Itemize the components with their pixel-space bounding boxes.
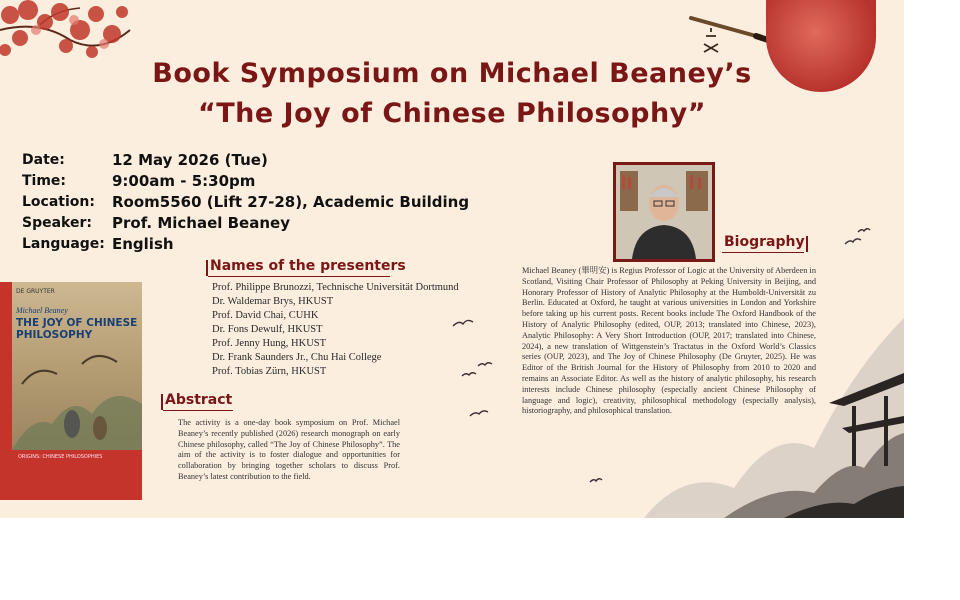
- book-illustration: [12, 344, 142, 450]
- poster-title-line2: “The Joy of Chinese Philosophy”: [197, 98, 707, 129]
- info-label: Time:: [22, 173, 67, 189]
- presenter-item: Dr. Fons Dewulf, HKUST: [212, 324, 323, 335]
- speaker-portrait: [616, 165, 712, 259]
- info-row-speaker: [22, 213, 469, 234]
- book-author: Michael Beaney: [16, 306, 68, 315]
- info-label: Date:: [22, 152, 65, 168]
- info-value: 12 May 2026 (Tue): [112, 151, 268, 169]
- event-info: [22, 150, 469, 255]
- info-value: Room5560 (Lift 27-28), Academic Building: [112, 193, 470, 211]
- book-cover-image: [0, 282, 142, 500]
- book-title: THE JOY OF CHINESE PHILOSOPHY: [16, 317, 138, 341]
- presenters-list: [212, 281, 459, 379]
- presenter-item: Prof. Philippe Brunozzi, Technische Universität Dortmund: [212, 282, 459, 293]
- info-row-date: [22, 150, 469, 171]
- info-value: English: [112, 235, 174, 253]
- presenter-item: Dr. Frank Saunders Jr., Chu Hai College: [212, 352, 382, 363]
- info-label: Location:: [22, 194, 95, 210]
- info-row-location: [22, 192, 469, 213]
- book-publisher: DE GRUYTER: [16, 288, 55, 295]
- abstract-heading-text: Abstract: [165, 392, 233, 408]
- info-row-language: [22, 234, 469, 255]
- info-label: Speaker:: [22, 215, 92, 231]
- speaker-photo: [613, 162, 715, 262]
- info-value: Prof. Michael Beaney: [112, 214, 290, 232]
- info-value: 9:00am - 5:30pm: [112, 172, 256, 190]
- biography-heading: [724, 234, 805, 250]
- abstract-text: The activity is a one-day book symposium on Prof. Michael Beaney’s recently published (2026) research monograph on early Chinese philosophy, called “The Joy of Chinese Philosophy”. The aim of the activity is to foster dialogue and opportunities for collaboration by bringing together scholars to discuss Prof. Beaney’s latest contribution to the field.: [178, 418, 400, 481]
- abstract-heading: [165, 392, 232, 408]
- presenter-item: Prof. David Chai, CUHK: [212, 310, 319, 321]
- presenter-item: Prof. Jenny Hung, HKUST: [212, 338, 327, 349]
- poster-title-line1: Book Symposium on Michael Beaney’s: [152, 58, 752, 89]
- biography-text: Michael Beaney (畢明安) is Regius Professor of Logic at the University of Aberdeen in Scotland, Visiting Chair Professor of Philosophy at Peking University in Beijing, and Honorary Professor of History of Analytic Philosophy at the Humboldt-Universität zu Berlin. Educated at Oxford, he taught at various universities in London and Yorkshire before taking up his current posts. Recent books include The Oxford Handbook of the History of Analytic Philosophy (edited, OUP, 2013; translated into Chinese, 2023), Analytic Philosophy: A Very Short Introduction (OUP, 2017; translated into Chinese, 2024), a new translation of Wittgenstein’s Tractatus in the Oxford World’s Classics series (OUP, 2023), and The Joy of Chinese Philosophy (De Gruyter, 2025). He was Editor of the British Journal for the History of Philosophy from 2010 to 2020 and remains an Associate Editor. As well as the history of analytic philosophy, his research interests include Chinese philosophy (especially ancient Chinese Philosophy of language and logic), creativity, philosophical methodology (especially analysis), historiography, and philosophical translation.: [522, 266, 816, 416]
- presenter-item: Prof. Tobias Zürn, HKUST: [212, 366, 327, 377]
- presenter-item: Dr. Waldemar Brys, HKUST: [212, 296, 334, 307]
- presenters-heading-text: Names of the presenters: [210, 258, 406, 274]
- biography-heading-text: Biography: [724, 234, 805, 250]
- book-series: ORIGINS: CHINESE PHILOSOPHIES: [18, 454, 103, 460]
- info-row-time: [22, 171, 469, 192]
- info-label: Language:: [22, 236, 105, 252]
- presenters-heading: [210, 258, 406, 274]
